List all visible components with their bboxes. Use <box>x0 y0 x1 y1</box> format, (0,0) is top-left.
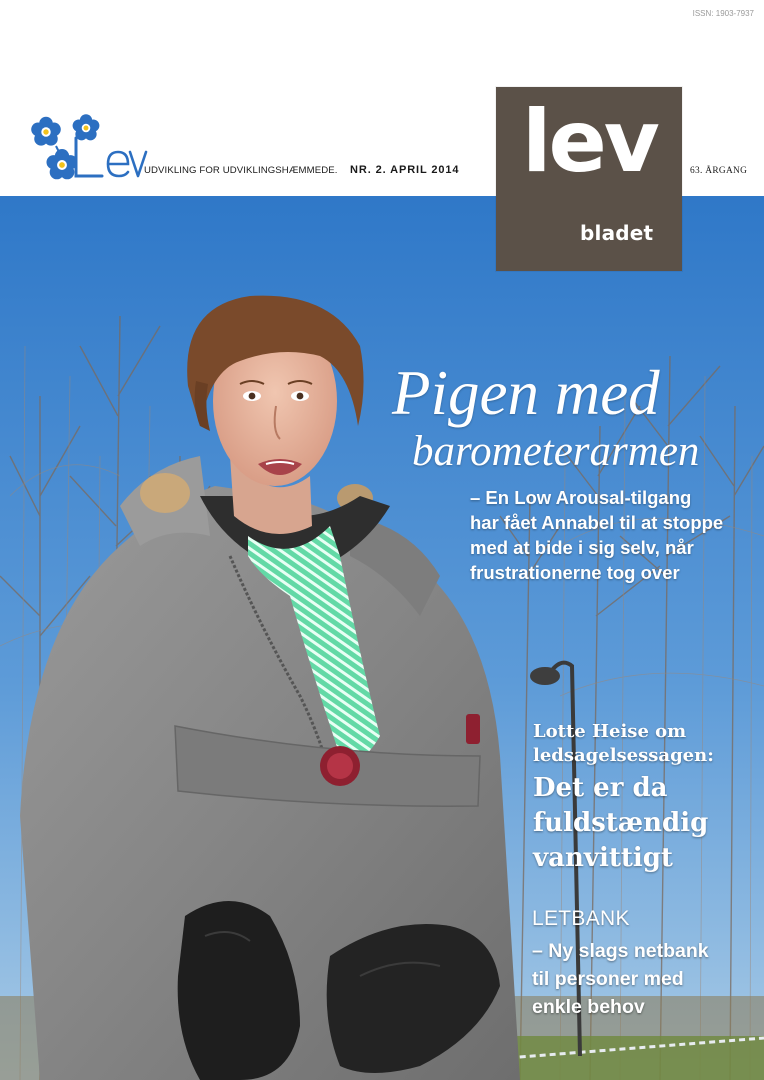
kicker-line: Lotte Heise om <box>533 721 687 742</box>
masthead-title: lev <box>522 92 657 192</box>
tagline: UDVIKLING FOR UDVIKLINGSHÆMMEDE. <box>144 165 338 176</box>
forget-me-not-icon <box>26 112 156 190</box>
secondary-story-title <box>533 771 763 876</box>
tertiary-story-text <box>532 937 762 1021</box>
cover-dek-line: med at bide i sig selv, når <box>470 537 694 558</box>
cover-dek <box>470 485 760 585</box>
title-line: vanvittigt <box>533 843 673 873</box>
text-line: – Ny slags netbank <box>532 940 709 962</box>
text-line: enkle behov <box>532 996 645 1018</box>
issn-number: ISSN: 1903-7937 <box>692 9 754 18</box>
secondary-story-kicker <box>533 720 763 768</box>
tertiary-story-label: LETBANK <box>532 907 630 930</box>
title-line: Det er da <box>533 773 668 803</box>
text-line: til personer med <box>532 968 684 990</box>
masthead-subtitle: bladet <box>580 221 654 245</box>
cover-dek-line: – En Low Arousal-tilgang <box>470 487 692 508</box>
issue-number: NR. 2. APRIL 2014 <box>350 164 460 176</box>
title-line: fuldstændig <box>533 808 709 838</box>
masthead <box>496 87 682 271</box>
kicker-line: ledsagelsessagen: <box>533 745 714 766</box>
cover-dek-line: har fået Annabel til at stoppe <box>470 512 724 533</box>
cover-headline-line1: Pigen med <box>392 358 660 428</box>
volume-number: 63. ÅRGANG <box>690 166 748 176</box>
cover-dek-line: frustrationerne tog over <box>470 562 680 583</box>
cover-headline-line2: barometerarmen <box>412 428 700 475</box>
lev-logo <box>26 112 156 190</box>
